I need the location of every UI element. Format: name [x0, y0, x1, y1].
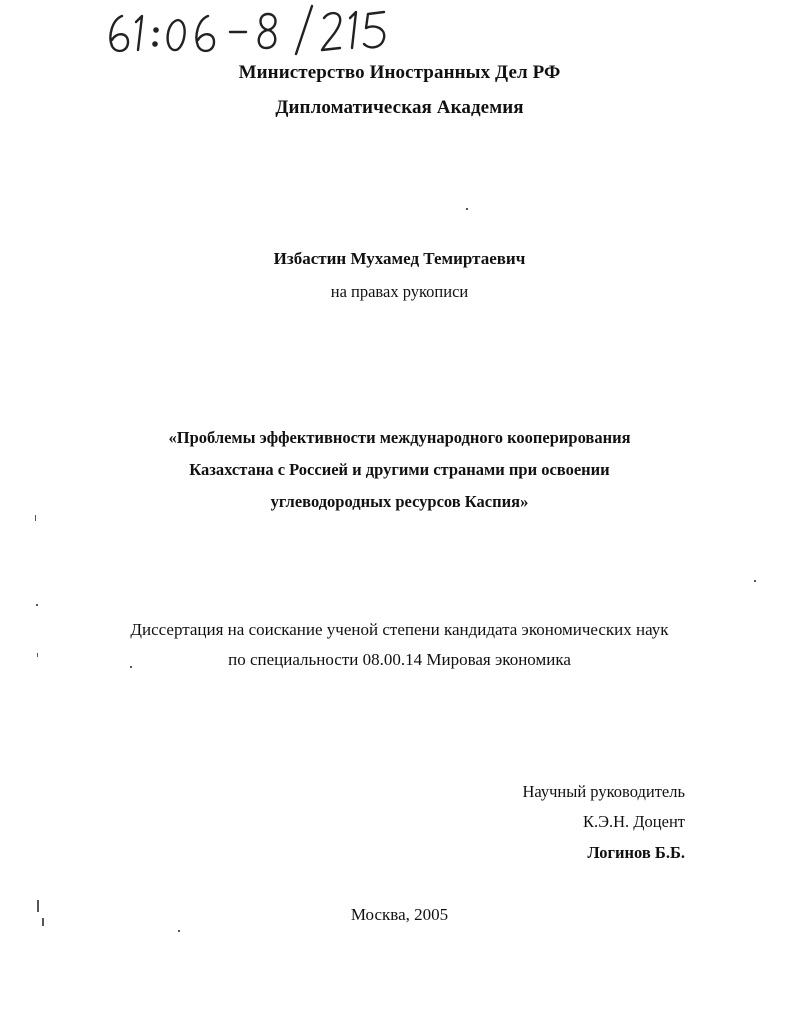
scan-speck — [130, 666, 132, 668]
dissertation-title-line-2: Казахстана с Россией и другими странами при освоении — [189, 460, 610, 479]
manuscript-rights-note: на правах рукописи — [330, 282, 469, 301]
supervisor-label: Научный руководитель — [522, 782, 685, 801]
scan-speck — [37, 653, 38, 657]
dissertation-title-line-1: «Проблемы эффективности международного кооперирования — [168, 428, 631, 447]
scan-speck — [35, 515, 36, 521]
ministry-heading: Министерство Иностранных Дел РФ — [238, 62, 561, 83]
author-name: Избастин Мухамед Темиртаевич — [273, 249, 526, 268]
academy-heading: Дипломатическая Академия — [275, 97, 524, 118]
supervisor-degree: К.Э.Н. Доцент — [582, 812, 685, 831]
handwritten-archive-mark — [100, 2, 400, 58]
scan-speck — [466, 208, 468, 210]
scan-speck — [178, 930, 180, 932]
scan-speck — [754, 580, 756, 582]
dissertation-title-line-3: углеводородных ресурсов Каспия» — [270, 492, 529, 511]
degree-statement-line-1: Диссертация на соискание ученой степени кандидата экономических наук — [130, 620, 669, 639]
scan-speck — [36, 604, 38, 606]
degree-statement-line-2: по специальности 08.00.14 Мировая экономика — [228, 650, 571, 669]
place-and-year: Москва, 2005 — [350, 905, 449, 924]
scan-speck — [37, 900, 39, 912]
supervisor-name: Логинов Б.Б. — [587, 843, 685, 862]
scan-speck — [42, 918, 44, 926]
